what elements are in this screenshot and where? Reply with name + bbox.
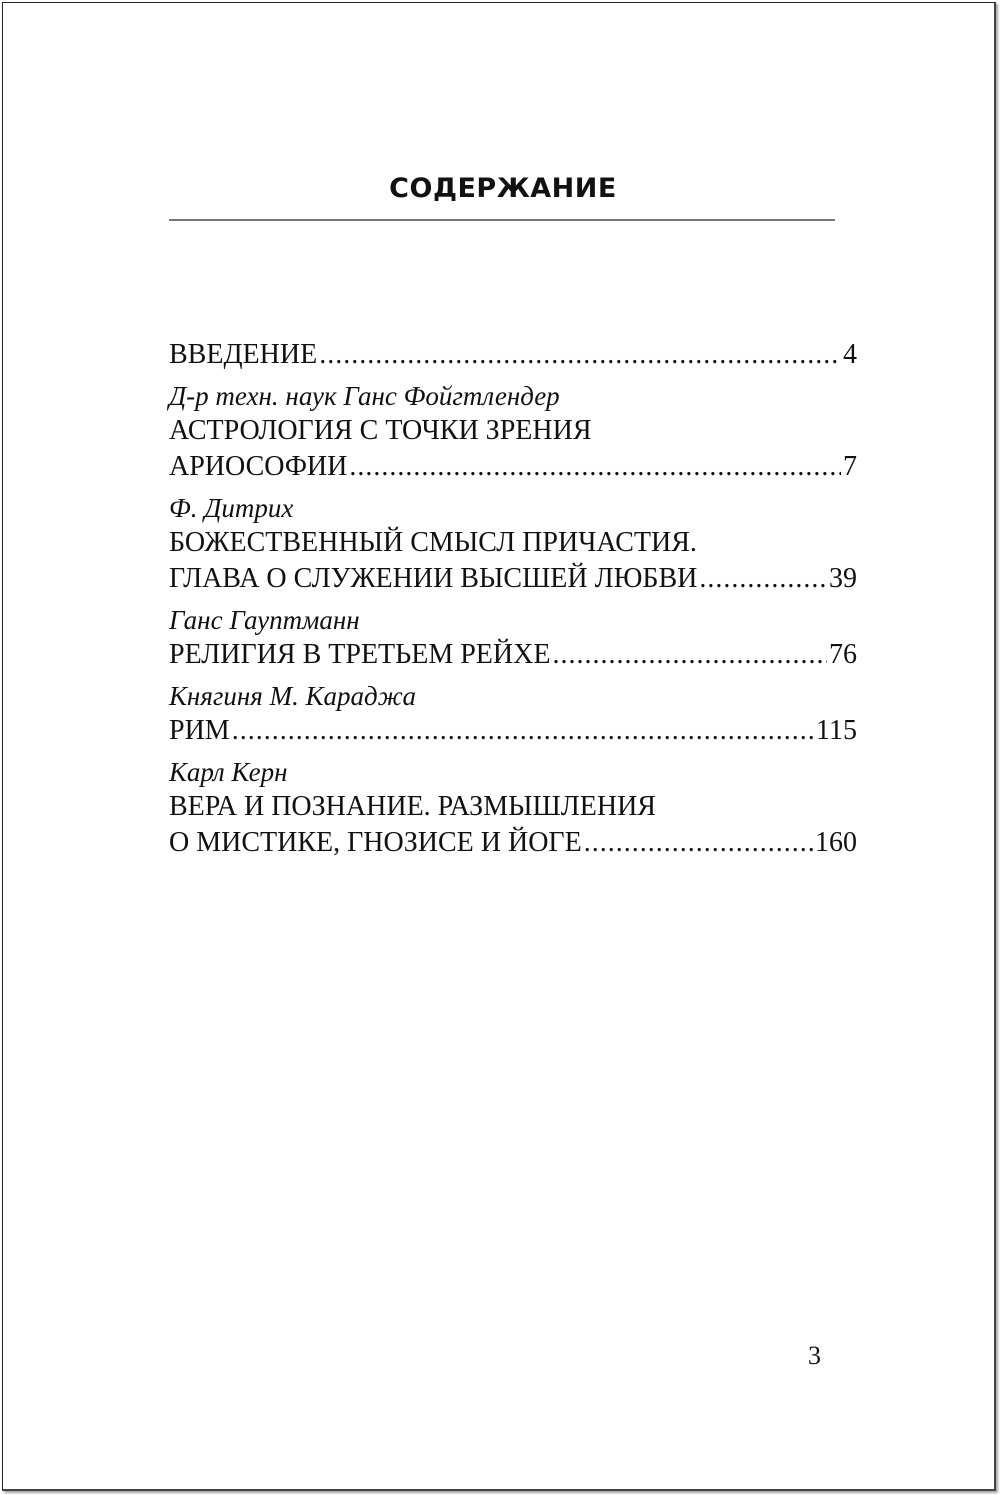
dot-leader: [319, 337, 841, 373]
toc-page-number: 160: [815, 827, 857, 858]
toc-entry-faith: [169, 755, 857, 861]
toc-entry-line: [169, 713, 857, 749]
toc-entry-title: ГЛАВА О СЛУЖЕНИИ ВЫСШЕЙ ЛЮБВИ: [169, 563, 698, 594]
title-underline: [169, 219, 835, 221]
toc-entry-title: АРИОСОФИИ: [169, 451, 348, 482]
dot-leader: [699, 561, 827, 597]
toc-entry-title: РИМ: [169, 715, 230, 746]
toc-page-number: 39: [829, 563, 857, 594]
toc-entry-author: Д-р техн. наук Ганс Фойгтлендер: [169, 381, 560, 411]
toc-entry-title-line: БОЖЕСТВЕННЫЙ СМЫСЛ ПРИЧАСТИЯ.: [169, 527, 697, 558]
toc-entry-introduction: [169, 337, 857, 373]
dot-leader: [552, 637, 827, 673]
page-title: СОДЕРЖАНИЕ: [389, 173, 617, 204]
toc-entry-title: ВВЕДЕНИЕ: [169, 339, 318, 370]
toc-entry-rome: [169, 679, 857, 749]
toc-entry-title-line: АСТРОЛОГИЯ С ТОЧКИ ЗРЕНИЯ: [169, 415, 592, 446]
toc-entry-religion: [169, 603, 857, 673]
toc-entry-line: [169, 337, 857, 373]
toc-entry-astrology: [169, 379, 857, 485]
page-number: 3: [808, 1341, 821, 1370]
toc-entry-line: [169, 449, 857, 485]
toc-entry-title: О МИСТИКЕ, ГНОЗИСЕ И ЙОГЕ: [169, 827, 582, 858]
toc-page-number: 7: [843, 451, 857, 482]
toc-entry-communion: [169, 491, 857, 597]
toc-entry-line: [169, 825, 857, 861]
dot-leader: [584, 825, 813, 861]
toc-page-number: 76: [829, 639, 857, 670]
toc-entry-author: Ганс Гауптманн: [169, 605, 360, 635]
toc-entry-title-line: ВЕРА И ПОЗНАНИЕ. РАЗМЫШЛЕНИЯ: [169, 791, 656, 822]
toc-page-number: 4: [843, 339, 857, 370]
toc-entry-title: РЕЛИГИЯ В ТРЕТЬЕМ РЕЙХЕ: [169, 639, 551, 670]
toc-entry-line: [169, 637, 857, 673]
dot-leader: [232, 713, 814, 749]
toc-entry-author: Карл Керн: [169, 757, 288, 787]
dot-leader: [349, 449, 841, 485]
table-of-contents: [169, 337, 857, 861]
book-page: [2, 2, 996, 1491]
toc-entry-author: Ф. Дитрих: [169, 493, 294, 523]
toc-entry-line: [169, 561, 857, 597]
toc-entry-author: Княгиня М. Караджа: [169, 681, 416, 711]
toc-page-number: 115: [816, 715, 857, 746]
